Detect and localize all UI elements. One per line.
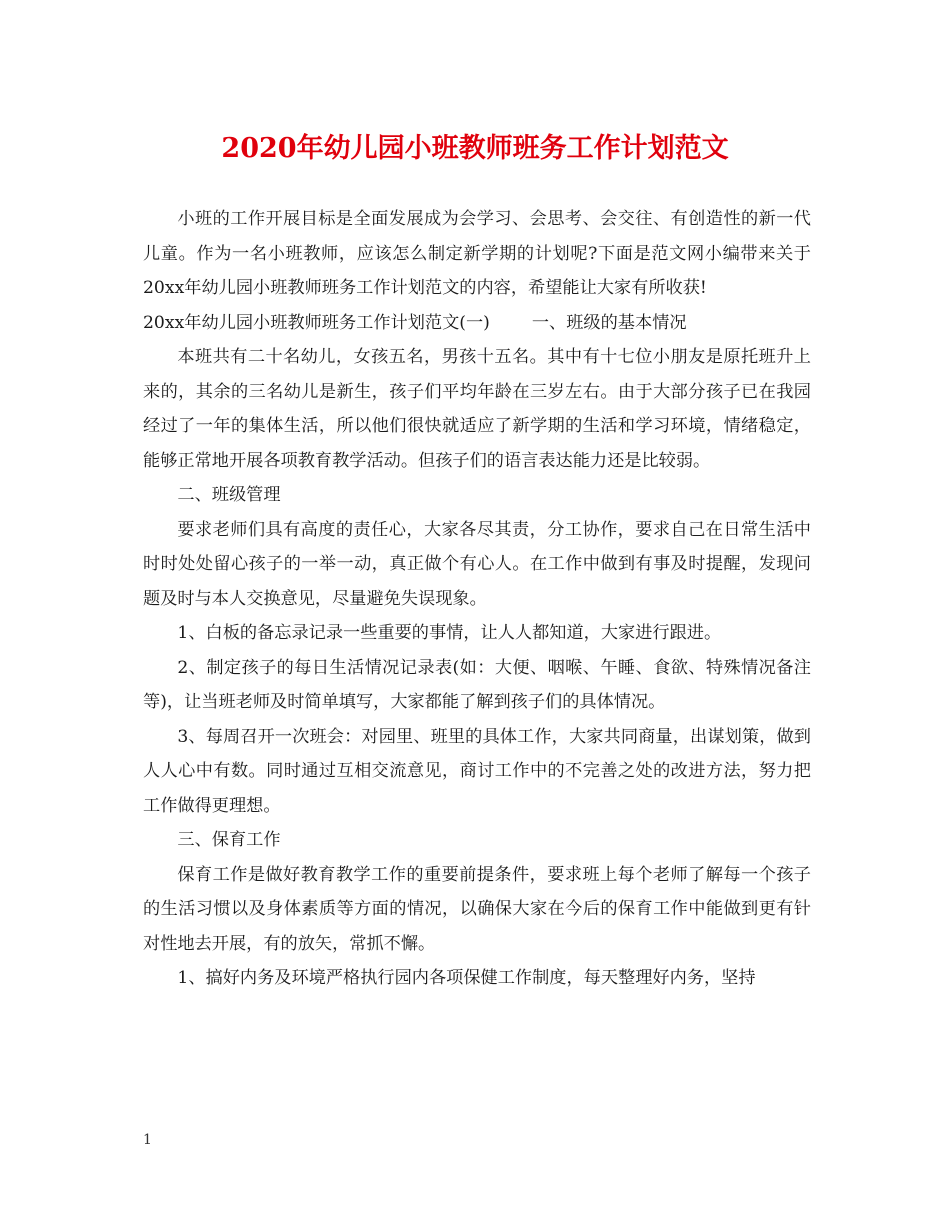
paragraph-class-management: 要求老师们具有高度的责任心，大家各尽其责，分工协作，要求自己在日常生活中时时处处留心孩子的一举一动，真正做个有心人。在工作中做到有事及时提醒，发现问题及时与本人交换意见，尽量避免失误现象。 xyxy=(143,519,811,609)
section3-heading: 三、保育工作 xyxy=(177,830,281,850)
document-title: 2020年幼儿园小班教师班务工作计划范文 xyxy=(221,133,729,164)
paragraph-item-1: 1、白板的备忘录记录一些重要的事情，让人人都知道，大家进行跟进。 xyxy=(177,623,722,643)
paragraph-class-situation: 本班共有二十名幼儿，女孩五名，男孩十五名。其中有十七位小朋友是原托班升上来的，其余的三名幼儿是新生，孩子们平均年龄在三岁左右。由于大部分孩子已在我园经过了一年的集体生活，所以他们很快就适应了新学期的生活和学习环境，情绪稳定，能够正常地开展各项教育教学活动。但孩子们的语言表达能力还是比较弱。 xyxy=(143,347,811,471)
paragraph-item-2: 2、制定孩子的每日生活情况记录表(如：大便、咽喉、午睡、食欲、特殊情况备注等)，让当班老师及时简单填写，大家都能了解到孩子们的具体情况。 xyxy=(143,657,811,712)
page-number: 1 xyxy=(143,1132,152,1148)
document-body xyxy=(143,202,811,996)
subtitle: 20xx年幼儿园小班教师班务工作计划范文(一) xyxy=(143,312,490,333)
intro-paragraph: 小班的工作开展目标是全面发展成为会学习、会思考、会交往、有创造性的新一代儿童。作为一名小班教师，应该怎么制定新学期的计划呢?下面是范文网小编带来关于20xx年幼儿园小班教师班务工作计划范文的内容，希望能让大家有所收获! xyxy=(143,209,811,298)
section2-heading: 二、班级管理 xyxy=(177,485,281,505)
paragraph-care-work: 保育工作是做好教育教学工作的重要前提条件，要求班上每个老师了解每一个孩子的生活习惯以及身体素质等方面的情况，以确保大家在今后的保育工作中能做到更有针对性地去开展，有的放矢，常抓不懈。 xyxy=(143,864,811,954)
section1-heading: 一、班级的基本情况 xyxy=(531,312,687,333)
paragraph-item-3: 3、每周召开一次班会：对园里、班里的具体工作，大家共同商量，出谋划策，做到人人心中有数。同时通过互相交流意见，商讨工作中的不完善之处的改进方法，努力把工作做得更理想。 xyxy=(143,726,811,816)
subtitle-line xyxy=(143,306,811,341)
paragraph-care-item-1: 1、搞好内务及环境严格执行园内各项保健工作制度，每天整理好内务，坚持 xyxy=(177,968,756,988)
